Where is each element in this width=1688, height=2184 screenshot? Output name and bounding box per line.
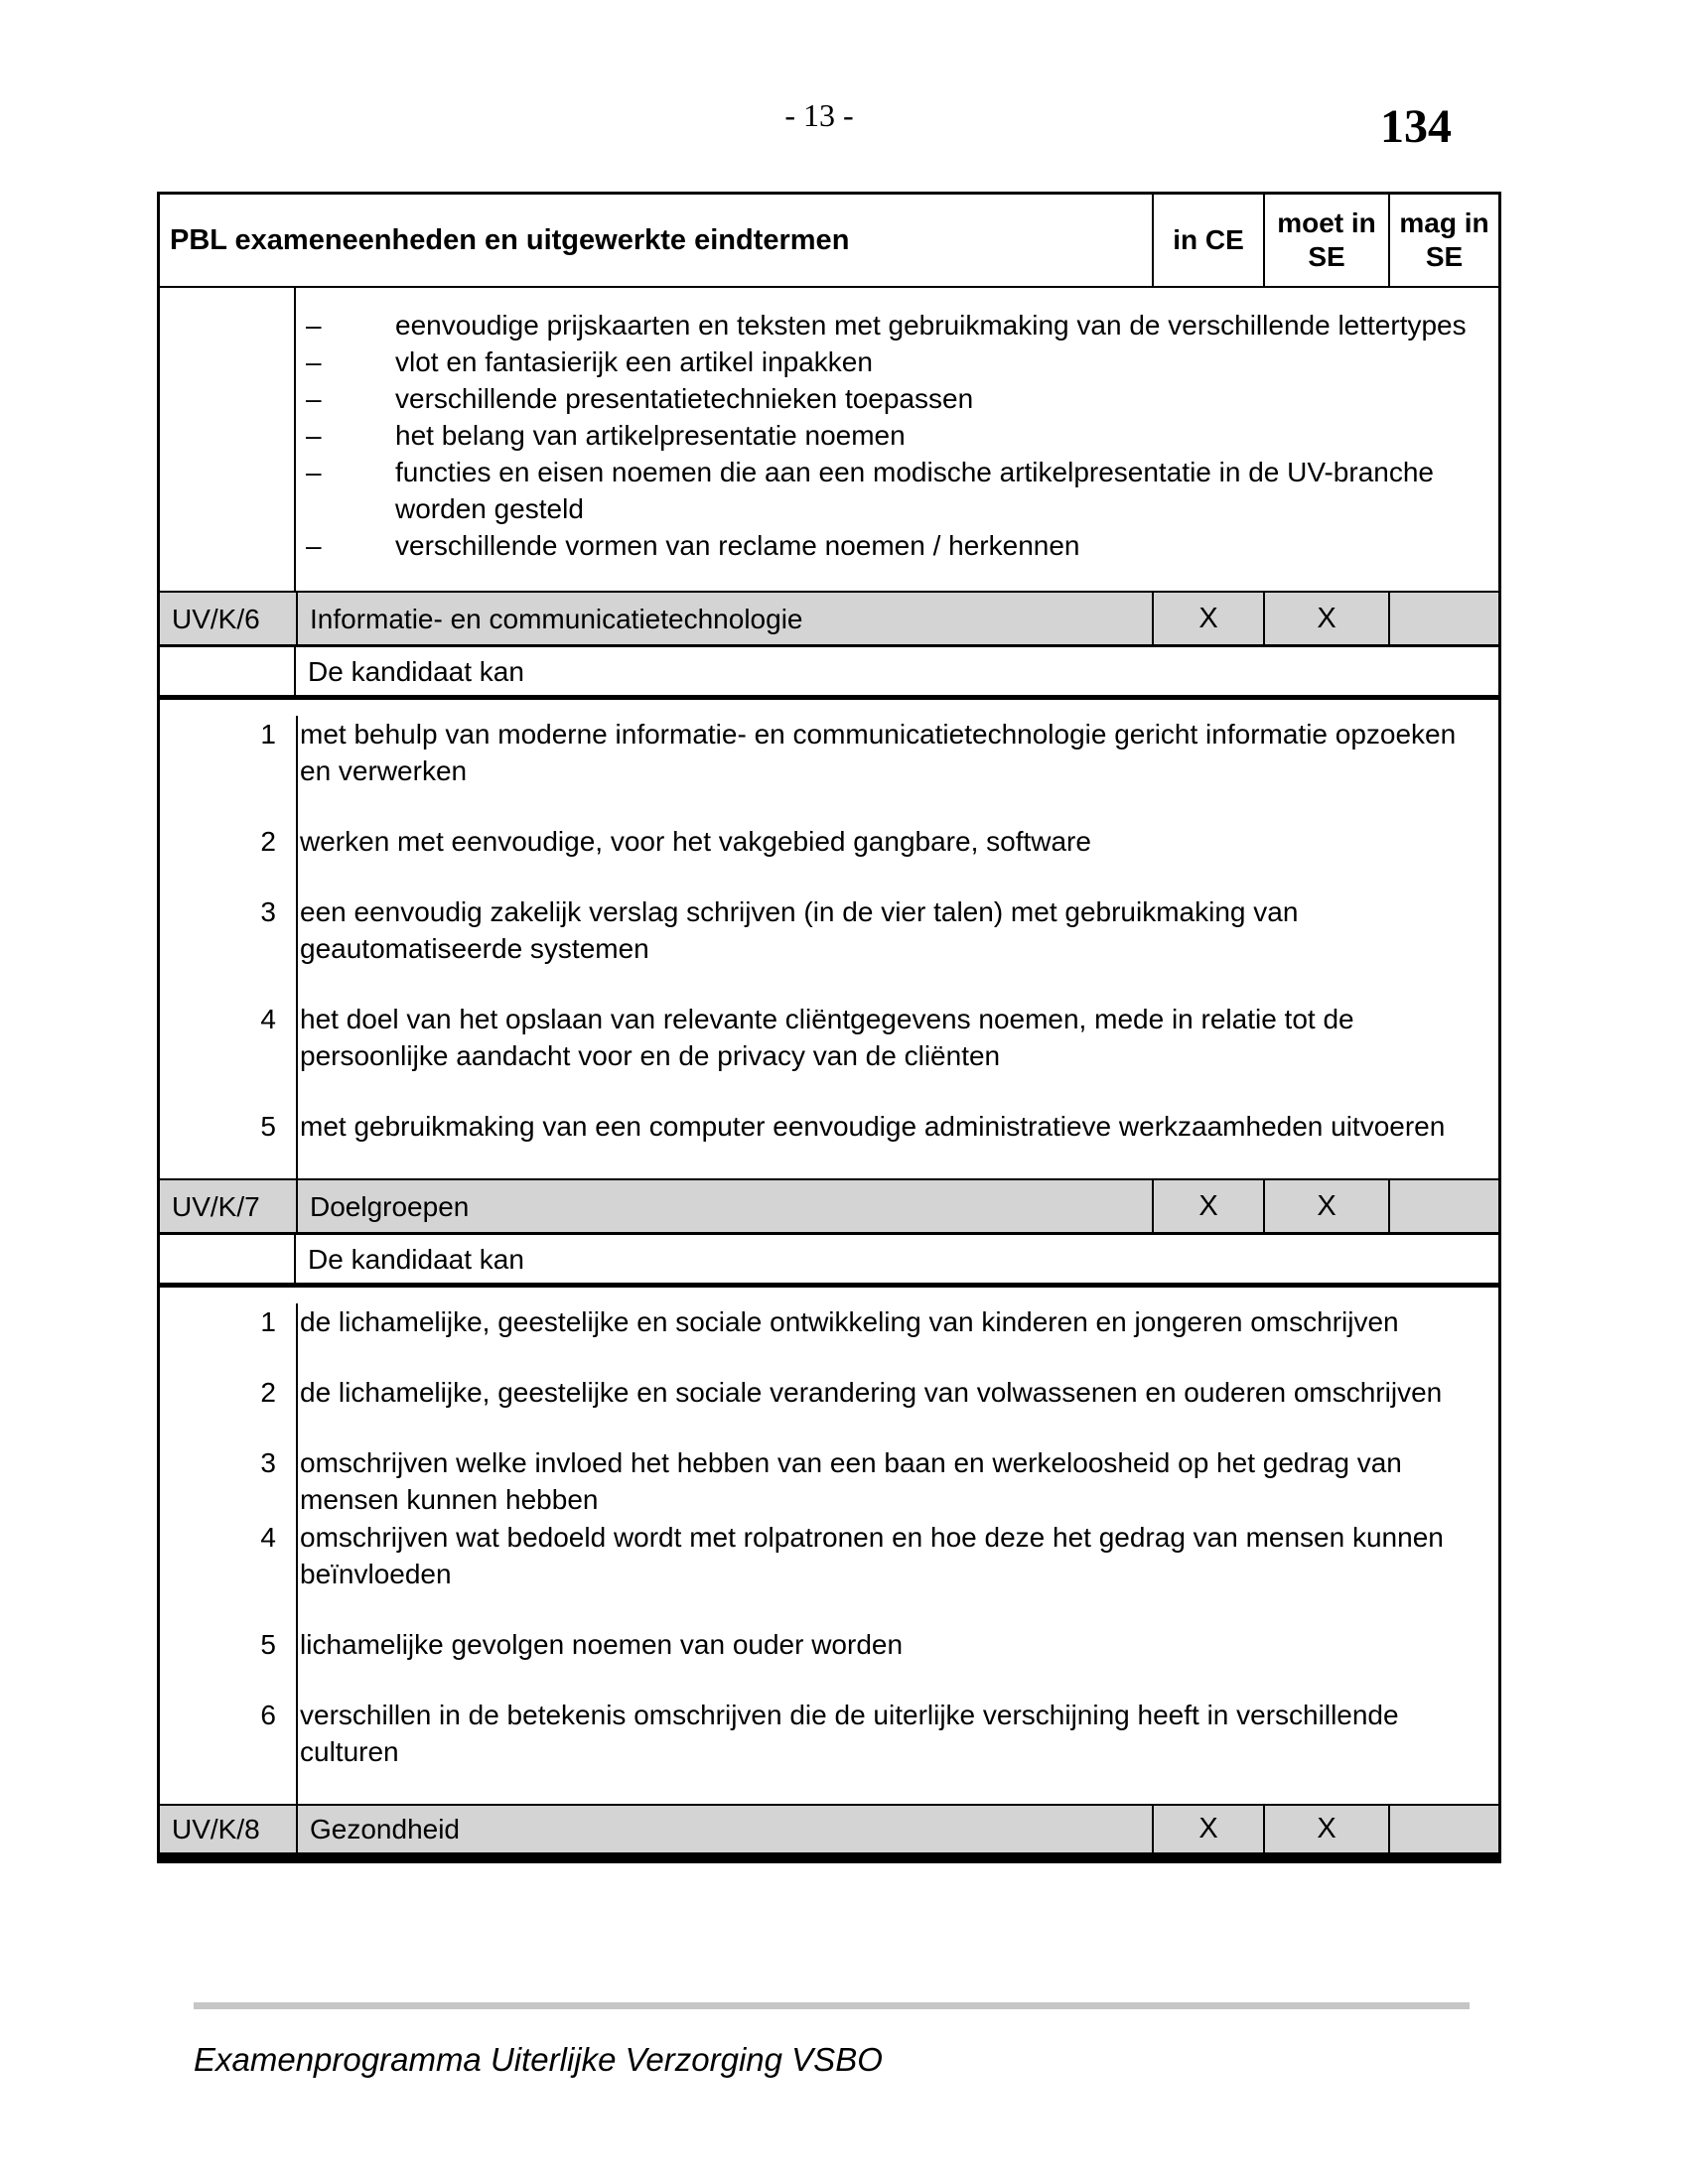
- candidate-lead-text: De kandidaat kan: [308, 655, 524, 687]
- bullet-dash: –: [306, 346, 322, 377]
- exam-item-row: [160, 1697, 1498, 1770]
- page-number-center: - 13 -: [784, 97, 854, 133]
- exam-item-row: [160, 1626, 1498, 1663]
- section-title: Informatie- en communicatietechnologie: [296, 593, 1152, 644]
- exam-table: [157, 192, 1501, 1863]
- footer-text: Examenprogramma Uiterlijke Verzorging VSBO: [194, 2041, 883, 2078]
- item-number: 4: [260, 1004, 276, 1034]
- intro-bullet-list: [296, 288, 1517, 591]
- item-number: 1: [260, 719, 276, 750]
- bullet-text: het belang van artikelpresentatie noemen: [395, 420, 906, 451]
- bullet-text: vlot en fantasierijk een artikel inpakken: [395, 346, 873, 377]
- item-number: 2: [260, 1377, 276, 1408]
- bullet-item: [296, 380, 1517, 417]
- section-header-row: [160, 593, 1498, 647]
- item-text: het doel van het opslaan van relevante cliëntgegevens noemen, mede in relatie tot de persoonlijke aandacht voor en de privacy van de cliënten: [300, 1004, 1354, 1071]
- bullet-text: functies en eisen noemen die aan een modische artikelpresentatie in de UV-branche worden gesteld: [395, 457, 1434, 524]
- code-column-stub: [160, 1235, 296, 1283]
- item-text: met behulp van moderne informatie- en communicatietechnologie gericht informatie opzoeken en verwerken: [300, 719, 1457, 786]
- page-number-big: 134: [1380, 100, 1452, 153]
- footer-rule: [194, 2002, 1470, 2009]
- section-code: UV/K/6: [172, 603, 260, 634]
- section-code: UV/K/8: [172, 1814, 260, 1844]
- section-code: UV/K/7: [172, 1190, 260, 1222]
- candidate-lead-row: [160, 1235, 1498, 1288]
- intro-bullets-row: [160, 288, 1498, 593]
- exam-item-row: [160, 1519, 1498, 1592]
- item-text: de lichamelijke, geestelijke en sociale ontwikkeling van kinderen en jongeren omschrijven: [300, 1306, 1399, 1337]
- item-number: 2: [260, 826, 276, 857]
- exam-item-row: [160, 1303, 1498, 1340]
- flag-moet-in-se: X: [1263, 593, 1388, 644]
- item-text: een eenvoudig zakelijk verslag schrijven (in de vier talen) met gebruikmaking van geautomatiseerde systemen: [300, 896, 1299, 964]
- item-text: omschrijven wat bedoeld wordt met rolpatronen en hoe deze het gedrag van mensen kunnen beïnvloeden: [300, 1522, 1444, 1589]
- item-text: verschillen in de betekenis omschrijven die de uiterlijke verschijning heeft in verschillende culturen: [300, 1700, 1399, 1767]
- column-header-in-ce: in CE: [1152, 195, 1263, 286]
- bullet-item: [296, 527, 1517, 564]
- bullet-text: verschillende presentatietechnieken toepassen: [395, 383, 974, 414]
- table-title: PBL exameneenheden en uitgewerkte eindtermen: [170, 223, 850, 256]
- item-text: de lichamelijke, geestelijke en sociale verandering van volwassenen en ouderen omschrijven: [300, 1377, 1443, 1408]
- code-column-stub: [160, 647, 296, 695]
- flag-in-ce: X: [1152, 593, 1263, 644]
- item-number: 3: [260, 896, 276, 927]
- bullet-dash: –: [306, 383, 322, 414]
- item-number: 5: [260, 1111, 276, 1142]
- exam-item-row: [160, 1444, 1498, 1518]
- section-header-row: [160, 1806, 1498, 1860]
- column-header-mag-in-se: mag in SE: [1388, 195, 1498, 286]
- exam-item-row: [160, 823, 1498, 860]
- exam-item-row: [160, 716, 1498, 789]
- code-column-stub: [160, 288, 296, 591]
- bullet-dash: –: [306, 530, 322, 561]
- flag-in-ce: X: [1152, 1806, 1263, 1852]
- bullet-text: verschillende vormen van reclame noemen / herkennen: [395, 530, 1080, 561]
- item-text: met gebruikmaking van een computer eenvoudige administratieve werkzaamheden uitvoeren: [300, 1111, 1446, 1142]
- exam-item-row: [160, 1374, 1498, 1411]
- item-number: 3: [260, 1447, 276, 1478]
- exam-item-row: [160, 1001, 1498, 1074]
- sections-container: [160, 593, 1498, 1860]
- bullet-item: [296, 417, 1517, 454]
- item-text: omschrijven welke invloed het hebben van een baan en werkeloosheid op het gedrag van mensen kunnen hebben: [300, 1447, 1402, 1515]
- bullet-text: eenvoudige prijskaarten en teksten met gebruikmaking van de verschillende lettertypes: [395, 310, 1467, 341]
- item-number: 1: [260, 1306, 276, 1337]
- section-items-region: [160, 1303, 1498, 1806]
- bullet-item: [296, 343, 1517, 380]
- bullet-dash: –: [306, 310, 322, 341]
- item-number: 6: [260, 1700, 276, 1730]
- bullet-dash: –: [306, 420, 322, 451]
- section-title: Gezondheid: [296, 1806, 1152, 1852]
- bullet-item: [296, 307, 1517, 343]
- column-header-moet-in-se: moet in SE: [1263, 195, 1388, 286]
- flag-mag-in-se: [1388, 1180, 1498, 1232]
- item-number: 4: [260, 1522, 276, 1553]
- item-number: 5: [260, 1629, 276, 1660]
- section-title: Doelgroepen: [296, 1180, 1152, 1232]
- item-text: lichamelijke gevolgen noemen van ouder worden: [300, 1629, 904, 1660]
- candidate-lead-row: [160, 647, 1498, 700]
- column-divider: [296, 716, 298, 1178]
- exam-item-row: [160, 1108, 1498, 1145]
- flag-moet-in-se: X: [1263, 1806, 1388, 1852]
- flag-moet-in-se: X: [1263, 1180, 1388, 1232]
- flag-mag-in-se: [1388, 593, 1498, 644]
- bullet-dash: –: [306, 457, 322, 487]
- table-header-row: [160, 195, 1498, 288]
- candidate-lead-text: De kandidaat kan: [308, 1243, 524, 1275]
- bullet-item: [296, 454, 1517, 527]
- exam-item-row: [160, 893, 1498, 967]
- flag-in-ce: X: [1152, 1180, 1263, 1232]
- section-header-row: [160, 1180, 1498, 1235]
- section-items-region: [160, 716, 1498, 1180]
- item-text: werken met eenvoudige, voor het vakgebied gangbare, software: [300, 826, 1091, 857]
- column-divider: [296, 1303, 298, 1804]
- flag-mag-in-se: [1388, 1806, 1498, 1852]
